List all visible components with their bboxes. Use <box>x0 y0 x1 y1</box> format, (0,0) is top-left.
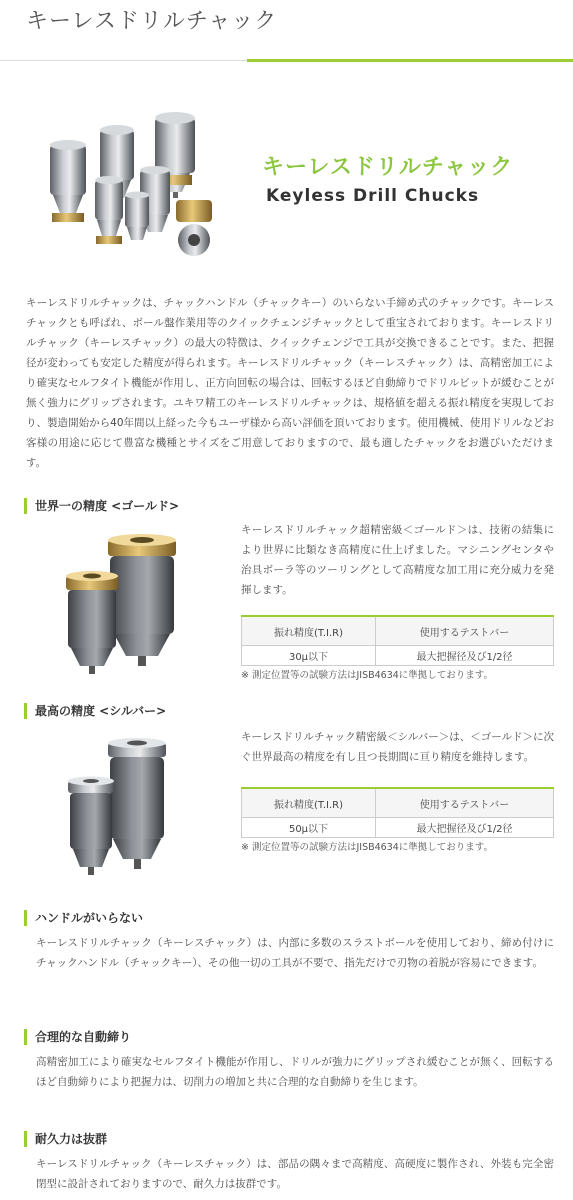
page-title: キーレスドリルチャック <box>26 9 278 34</box>
table-header-row <box>242 616 554 646</box>
chuck-illustration <box>125 192 149 241</box>
self-tight-text: 高精密加工により確実なセルフタイト機能が作用し、ドリルが強力にグリップされ緩むことが無く、回転するほど自動締りにより把握力は、切削力の増加と共に合理的な自動締りを生じます。 <box>36 1056 554 1088</box>
hero-chucks-image <box>40 100 240 270</box>
table-header-cell: 使用するテストバー <box>376 788 554 818</box>
table-row <box>242 646 554 666</box>
handle-text: キーレスドリルチャック（キーレスチャック）は、内部に多数のスラストボールを使用しており、締め付けにチャックハンドル（チャックキー）、その他一切の工具が不要で、指先だけで刃物の着脱が容易にできます。 <box>36 937 554 969</box>
table-cell: 最大把握径及び1/2径 <box>376 646 554 666</box>
gold-note: ※ 測定位置等の試験方法はJISB4634に準拠しております。 <box>241 670 494 681</box>
table-header-cell: 振れ精度(T.I.R) <box>242 616 376 646</box>
table-cell: 50μ以下 <box>242 818 376 838</box>
chuck-illustration <box>50 140 86 222</box>
table-header-row <box>242 788 554 818</box>
silver-chucks-image <box>62 735 172 883</box>
section-heading-gold: 世界一の精度 <ゴールド> <box>24 498 179 514</box>
section-heading-silver: 最高の精度 <シルバー> <box>24 703 166 719</box>
section-heading-handle: ハンドルがいらない <box>24 910 143 926</box>
durability-text: キーレスドリルチャック（キーレスチャック）は、部品の隅々まで高精度、高硬度に製作され、外装も完全密閉型に設計されておりますので、耐久力は抜群です。 <box>36 1158 554 1190</box>
gold-chucks-image <box>58 530 188 680</box>
silver-description: キーレスドリルチャック精密級＜シルバー＞は、＜ゴールド＞に次ぐ世界最高の精度を有し且つ長期間に亘り精度を維持します。 <box>241 731 554 763</box>
hero-title-jp: キーレスドリルチャック <box>262 155 514 180</box>
chuck-illustration <box>95 176 123 244</box>
title-divider-accent <box>247 59 573 62</box>
chuck-illustration <box>108 534 176 666</box>
table-header-cell: 使用するテストバー <box>376 616 554 646</box>
table-cell: 30μ以下 <box>242 646 376 666</box>
table-header-cell: 振れ精度(T.I.R) <box>242 788 376 818</box>
silver-spec-table <box>241 787 554 838</box>
gold-spec-table <box>241 615 554 666</box>
gold-description: キーレスドリルチャック超精密級＜ゴールド＞は、技術の結集により世界に比類なき高精度に仕上げました。マシニングセンタや治具ボーラ等のツーリングとして高精度な加工用に充分威力を発揮します。 <box>241 524 554 596</box>
chuck-illustration <box>108 738 166 869</box>
chuck-illustration <box>176 200 212 256</box>
chuck-illustration <box>66 571 118 674</box>
silver-note: ※ 測定位置等の試験方法はJISB4634に準拠しております。 <box>241 842 494 853</box>
chuck-illustration <box>68 777 114 876</box>
table-cell: 最大把握径及び1/2径 <box>376 818 554 838</box>
section-heading-durability: 耐久力は抜群 <box>24 1131 107 1147</box>
hero-title-en: Keyless Drill Chucks <box>266 186 480 206</box>
table-row <box>242 818 554 838</box>
section-heading-self-tight: 合理的な自動締り <box>24 1029 131 1045</box>
intro-paragraph: キーレスドリルチャックは、チャックハンドル（チャックキー）のいらない手締め式のチャックです。キーレスチャックとも呼ばれ、ボール盤作業用等のクイックチェンジチャックとして重宝されております。キーレスドリルチャック（キーレスチャック）の最大の特徴は、クイックチェンジで工具が交換できることです。また、把握径が変わっても安定した精度が得られます。キーレスドリルチャック（キーレスチャック）は、高精密加工により確実なセルフタイト機能が作用し、正方向回転の場合は、回転するほど自動締りでドリルビットが緩むことが無く強力にグリップされます。ユキワ精工のキーレスドリルチャックは、規格値を超える振れ精度を実現しており、製造開始から40年間以上経った今もユーザ様から高い評価を頂いております。使用機械、使用ドリルなどお客様の用途に応じて豊富な機種とサイズをご用意しておりますので、最も適したチャックをお選びいただけます。 <box>26 297 554 469</box>
